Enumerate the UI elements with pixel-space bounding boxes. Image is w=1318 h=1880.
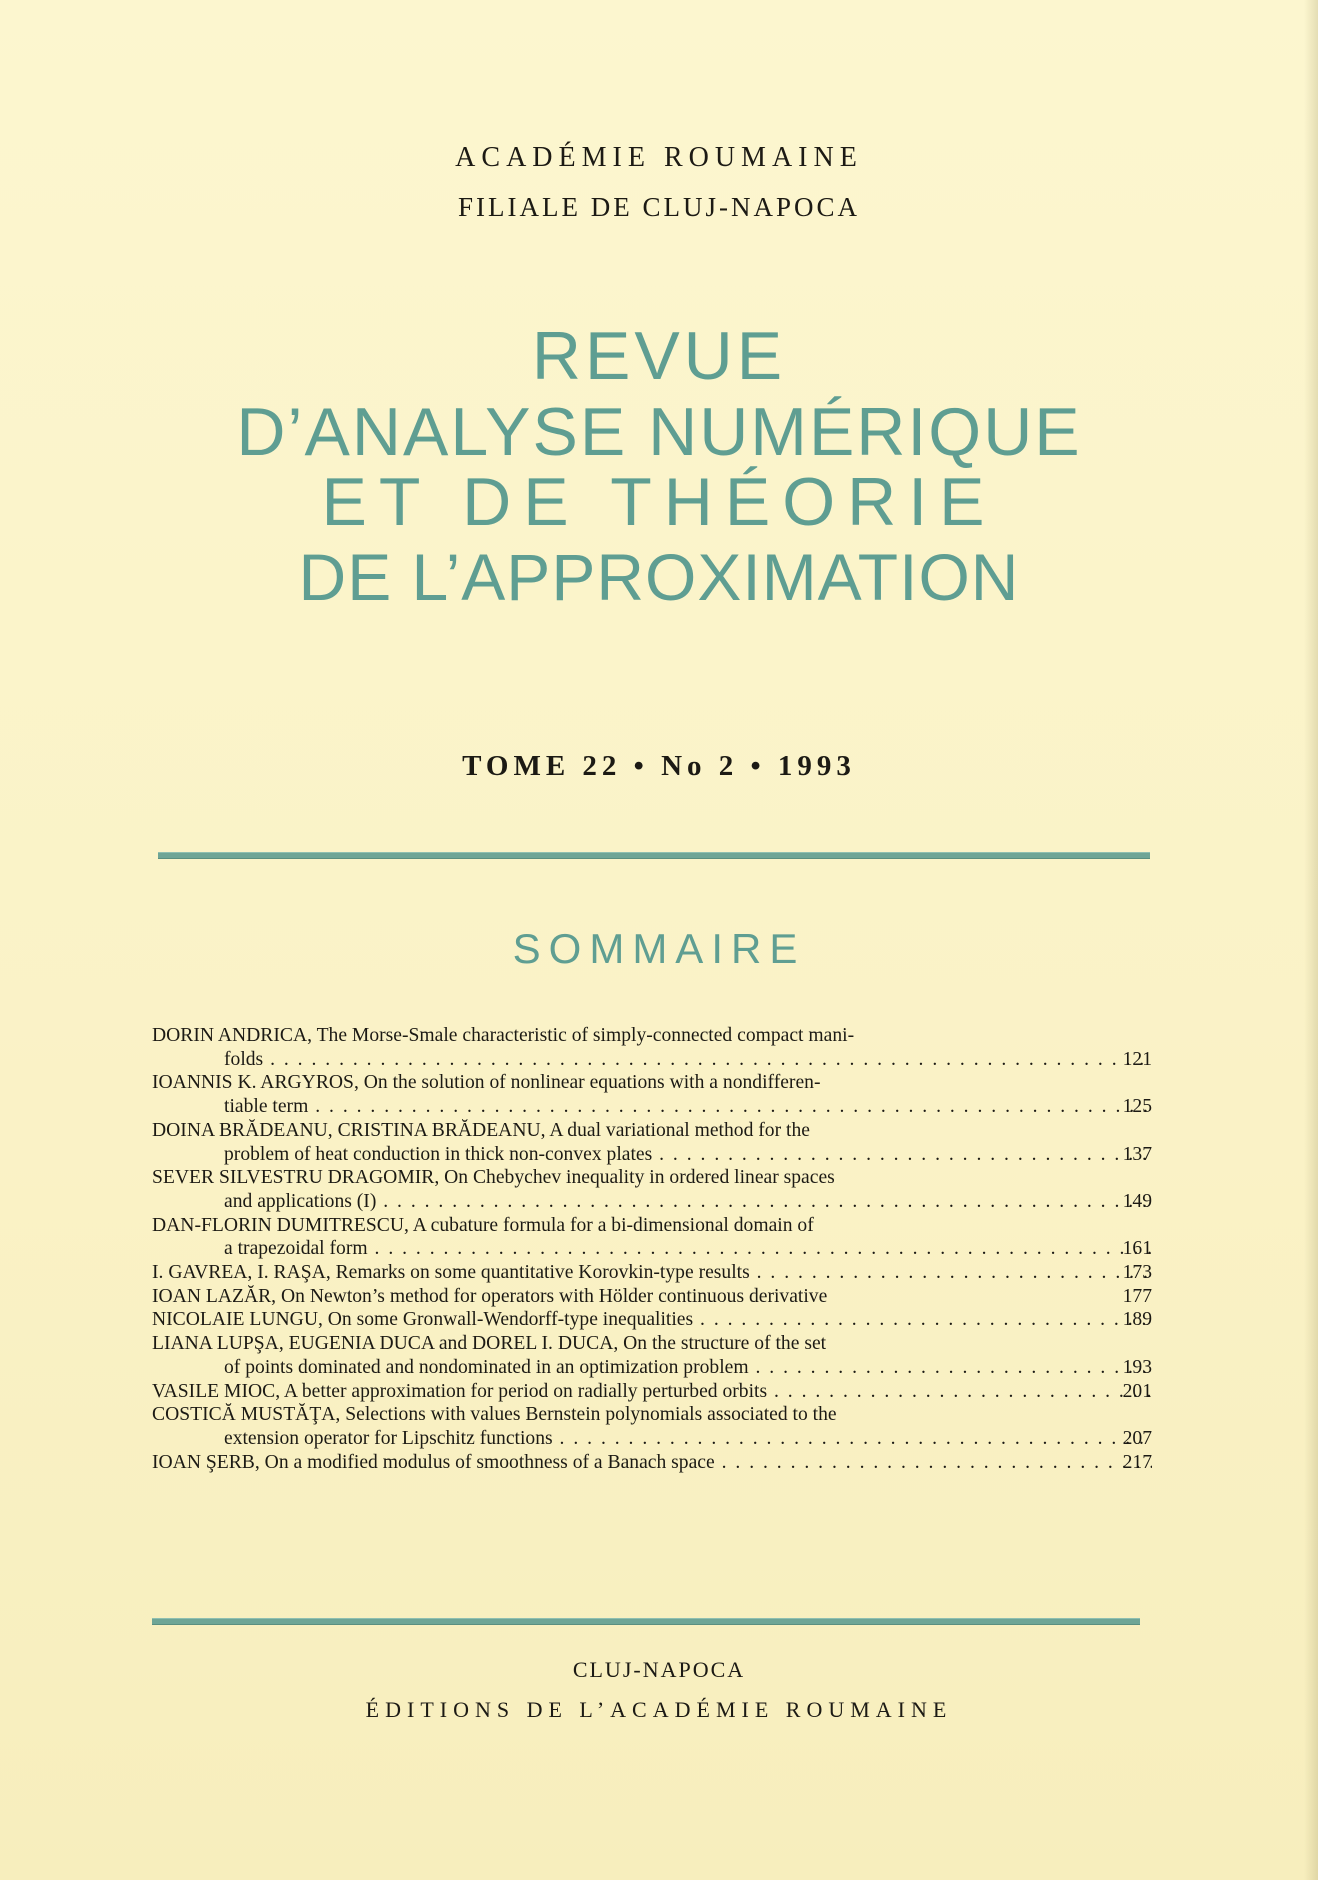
- toc-page-number: 177: [1122, 1285, 1152, 1307]
- toc-entry-title: IOAN LAZĂR, On Newton’s method for operators with Hölder continuous derivative: [152, 1285, 828, 1307]
- publisher-name: ÉDITIONS DE L’ACADÉMIE ROUMAINE: [365, 1697, 953, 1722]
- toc-entry: [152, 1285, 1152, 1309]
- toc-entry: [152, 1261, 1152, 1285]
- toc-entry: [152, 1451, 1152, 1475]
- toc-entry-title-cont: problem of heat conduction in thick non-convex plates . . .: [152, 1143, 1152, 1167]
- toc-page-number: 137: [1122, 1143, 1152, 1165]
- toc-entry: [152, 1308, 1152, 1332]
- journal-title: [0, 318, 1318, 614]
- toc-entry-title: IOANNIS K. ARGYROS, On the solution of nonlinear equations with a nondifferen-: [152, 1072, 821, 1094]
- toc-page-number: 193: [1122, 1356, 1152, 1378]
- toc-entry-title: LIANA LUPŞA, EUGENIA DUCA and DOREL I. DUCA, On the structure of the set: [152, 1333, 827, 1355]
- toc-page-number: 125: [1122, 1096, 1152, 1118]
- toc-page-number: 189: [1122, 1309, 1152, 1331]
- toc-entry: [152, 1119, 1152, 1166]
- toc-entry-title-cont: extension operator for Lipschitz functions . . .: [152, 1427, 1152, 1451]
- toc-entry-title: COSTICĂ MUSTĂŢA, Selections with values Bernstein polynomials associated to the: [152, 1404, 837, 1426]
- toc-entry-title-cont: tiable term . . .: [152, 1095, 1152, 1119]
- title-line-2: D’ANALYSE NUMÉRIQUE: [236, 394, 1082, 470]
- branch-name: FILIALE DE CLUJ-NAPOCA: [458, 192, 860, 222]
- toc-entry-title: NICOLAIE LUNGU, On some Gronwall-Wendorff-type inequalities . . .: [152, 1308, 1152, 1332]
- title-line-1: REVUE: [531, 318, 787, 394]
- toc-entry-title: VASILE MIOC, A better approximation for period on radially perturbed orbits . . .: [152, 1380, 1152, 1404]
- toc-entry: [152, 1166, 1152, 1213]
- title-line-4: DE L’APPROXIMATION: [298, 540, 1020, 614]
- toc-entry-title: DORIN ANDRICA, The Morse-Smale characteristic of simply-connected compact mani-: [152, 1025, 855, 1046]
- academy-name: ACADÉMIE ROUMAINE: [455, 142, 863, 173]
- toc-entry-title: I. GAVREA, I. RAŞA, Remarks on some quantitative Korovkin-type results . . .: [152, 1261, 1152, 1285]
- toc-entry-title-cont: a trapezoidal form . . .: [152, 1237, 1152, 1261]
- toc-page-number: 161: [1122, 1238, 1152, 1260]
- toc-entry-title-cont: and applications (I) . . .: [152, 1190, 1152, 1214]
- issue-info: TOME 22 • No 2 • 1993: [462, 750, 856, 782]
- bottom-divider: [152, 1618, 1140, 1625]
- toc-entry: [152, 1380, 1152, 1404]
- title-line-3: ET DE THÉORIE: [321, 464, 997, 540]
- toc-page-number: 217: [1122, 1451, 1152, 1473]
- toc-entry-title: DAN-FLORIN DUMITRESCU, A cubature formula for a bi-dimensional domain of: [152, 1214, 814, 1236]
- toc-entry-title: SEVER SILVESTRU DRAGOMIR, On Chebychev inequality in ordered linear spaces: [152, 1167, 835, 1189]
- toc-page-number: 121: [1122, 1048, 1152, 1070]
- toc-page-number: 201: [1122, 1380, 1152, 1402]
- toc-entry: [152, 1332, 1152, 1379]
- table-of-contents: [152, 1024, 1152, 1474]
- toc-page-number: 149: [1122, 1190, 1152, 1212]
- toc-page-number: 173: [1122, 1262, 1152, 1284]
- publisher-city: CLUJ-NAPOCA: [572, 1657, 746, 1682]
- toc-entry: [152, 1214, 1152, 1261]
- toc-entry: [152, 1071, 1152, 1118]
- top-divider: [158, 852, 1150, 859]
- toc-entry: [152, 1024, 1152, 1071]
- contents-heading: SOMMAIRE: [512, 925, 806, 972]
- toc-entry-title: DOINA BRĂDEANU, CRISTINA BRĂDEANU, A dual variational method for the: [152, 1119, 810, 1141]
- toc-page-number: 207: [1122, 1427, 1152, 1449]
- toc-entry-title-cont: of points dominated and nondominated in an optimization problem . . .: [152, 1356, 1152, 1380]
- toc-entry-title-cont: folds . . .: [152, 1048, 1152, 1072]
- toc-entry-title: IOAN ŞERB, On a modified modulus of smoothness of a Banach space . . .: [152, 1451, 1152, 1475]
- toc-entry: [152, 1403, 1152, 1450]
